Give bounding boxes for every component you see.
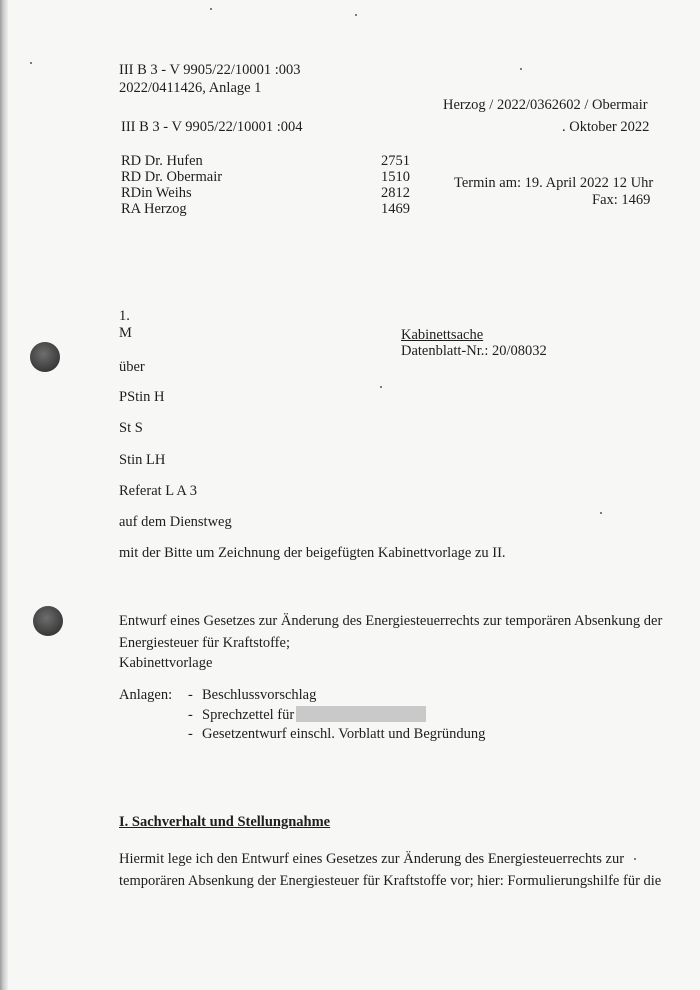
file-reference: Herzog / 2022/0362602 / Obermair [443, 97, 648, 113]
subject-line: Kabinettvorlage [119, 655, 213, 671]
scan-speck [30, 62, 32, 64]
subject-line: Entwurf eines Gesetzes zur Änderung des Energiesteuerrechts zur temporären Absenkung der [119, 613, 663, 629]
attachment-item: Sprechzettel für [202, 707, 295, 723]
page-edge-shadow [0, 0, 8, 990]
routing-step: PStin H [119, 389, 165, 405]
contact-extension: 1510 [381, 169, 410, 185]
contact-name: RD Dr. Hufen [121, 153, 203, 169]
section-heading: I. Sachverhalt und Stellungnahme [119, 814, 331, 830]
attachments-label: Anlagen: [119, 687, 173, 703]
body-text-line: temporären Absenkung der Energiesteuer für Kraftstoffe vor; hier: Formulierungshilfe für die [119, 873, 662, 889]
reference-number-3: III B 3 - V 9905/22/10001 :004 [121, 119, 303, 135]
signature-request: mit der Bitte um Zeichnung der beigefügten Kabinettvorlage zu II. [119, 545, 506, 561]
routing-step: Stin LH [119, 452, 166, 468]
attachment-item: Gesetzentwurf einschl. Vorblatt und Begründung [202, 726, 486, 742]
punch-hole-bottom [33, 606, 63, 636]
reference-number-1: III B 3 - V 9905/22/10001 :003 [119, 62, 301, 78]
subject-line: Energiesteuer für Kraftstoffe; [119, 635, 290, 651]
item-number: 1. [119, 308, 130, 324]
routing-step: St S [119, 420, 143, 436]
contact-extension: 2812 [381, 185, 410, 201]
scan-speck [210, 8, 212, 10]
contact-extension: 1469 [381, 201, 410, 217]
body-text-line: Hiermit lege ich den Entwurf eines Gesetzes zur Änderung des Energiesteuerrechts zur [119, 851, 625, 867]
contact-extension: 2751 [381, 153, 410, 169]
via-label: über [119, 359, 145, 375]
scan-speck [380, 386, 382, 388]
scan-speck [634, 858, 636, 860]
routing-channel: auf dem Dienstweg [119, 514, 232, 530]
attachment-bullet: - [188, 726, 193, 742]
redaction-box [296, 706, 426, 722]
reference-number-2: 2022/0411426, Anlage 1 [119, 80, 262, 96]
fax-number: Fax: 1469 [592, 192, 651, 208]
recipient: M [119, 325, 132, 341]
attachment-bullet: - [188, 687, 193, 703]
scan-speck [600, 512, 602, 514]
scan-speck [355, 14, 357, 16]
data-sheet-number: Datenblatt-Nr.: 20/08032 [401, 343, 547, 359]
appointment-date: Termin am: 19. April 2022 12 Uhr [454, 175, 654, 191]
contact-name: RDin Weihs [121, 185, 192, 201]
routing-step: Referat L A 3 [119, 483, 197, 499]
contact-name: RD Dr. Obermair [121, 169, 223, 185]
scan-speck [520, 68, 522, 70]
cabinet-label: Kabinettsache [401, 327, 484, 343]
punch-hole-top [30, 342, 60, 372]
attachment-bullet: - [188, 707, 193, 723]
document-date: . Oktober 2022 [562, 119, 650, 135]
attachment-item: Beschlussvorschlag [202, 687, 317, 703]
contact-name: RA Herzog [121, 201, 187, 217]
attachment-item-redacted [202, 706, 426, 724]
